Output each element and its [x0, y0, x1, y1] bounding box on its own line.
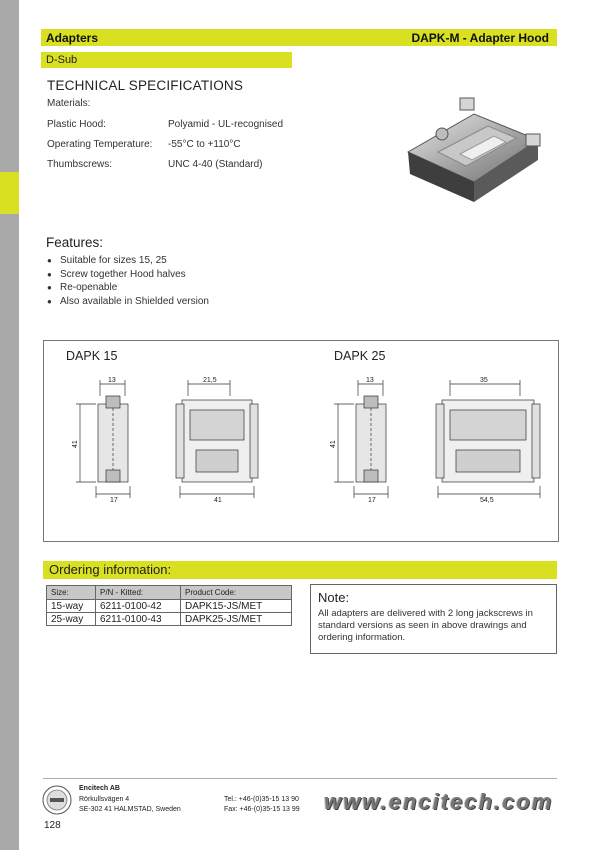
fax-number: Fax: +46-(0)35-15 13 99 — [224, 806, 300, 813]
ordering-heading: Ordering information: — [43, 561, 557, 579]
table-cell: DAPK25-JS/MET — [181, 613, 292, 626]
svg-text:41: 41 — [330, 440, 337, 448]
spec-label: Plastic Hood: — [47, 119, 106, 130]
spec-value: Polyamid - UL-recognised — [168, 119, 284, 130]
product-photo — [398, 94, 550, 206]
table-cell: DAPK15-JS/MET — [181, 600, 292, 613]
specs-heading: TECHNICAL SPECIFICATIONS — [47, 78, 244, 93]
svg-text:21,5: 21,5 — [203, 377, 217, 384]
table-cell: 6211-0100-43 — [96, 613, 181, 626]
svg-text:35: 35 — [480, 377, 488, 384]
side-margin-bar — [0, 0, 19, 850]
note-box — [310, 584, 557, 654]
table-cell: 6211-0100-42 — [96, 600, 181, 613]
drawing-title-dapk25: DAPK 25 — [334, 349, 386, 363]
product-title: DAPK-M - Adapter Hood — [411, 30, 549, 45]
column-header: Product Code: — [181, 586, 292, 600]
side-section-marker — [0, 172, 19, 214]
phone-number: Tel.: +46-(0)35-15 13 90 — [224, 796, 299, 803]
company-name: Encitech AB — [79, 785, 120, 792]
website-link[interactable]: www.encitech.com — [324, 789, 554, 814]
table-header-row — [47, 586, 292, 600]
spec-value: UNC 4-40 (Standard) — [168, 159, 263, 170]
list-item: ● Re-openable — [47, 282, 118, 293]
column-header: P/N - Kitted: — [96, 586, 181, 600]
note-title: Note: — [318, 590, 350, 605]
svg-text:41: 41 — [214, 497, 222, 504]
svg-text:17: 17 — [368, 497, 376, 504]
features-list — [47, 254, 209, 308]
column-header: Size: — [47, 586, 96, 600]
certification-seal-icon — [42, 785, 72, 815]
header-bar — [41, 29, 557, 46]
ordering-table — [46, 585, 292, 626]
subcategory-bar: D-Sub — [41, 52, 292, 68]
list-item: ● Also available in Shielded version — [47, 295, 209, 307]
drawing-title-dapk15: DAPK 15 — [66, 349, 118, 363]
table-cell: 15-way — [47, 600, 96, 613]
features-heading: Features: — [46, 235, 104, 250]
footer-divider — [43, 778, 557, 779]
spec-value: -55°C to +110°C — [168, 139, 241, 150]
category-title: Adapters — [46, 30, 99, 45]
svg-text:41: 41 — [72, 440, 79, 448]
page-number: 128 — [44, 820, 61, 831]
drawing-dapk15 — [70, 374, 270, 514]
table-row — [47, 600, 292, 613]
svg-text:54,5: 54,5 — [480, 497, 494, 504]
list-item: ● Suitable for sizes 15, 25 — [47, 255, 167, 266]
street-address: Rörkullsvägen 4 — [79, 796, 130, 803]
table-row — [47, 613, 292, 626]
materials-label: Materials: — [47, 98, 91, 109]
svg-text:13: 13 — [366, 377, 374, 384]
svg-text:13: 13 — [108, 377, 116, 384]
svg-text:17: 17 — [110, 497, 118, 504]
spec-label: Operating Temperature: — [47, 139, 153, 150]
spec-label: Thumbscrews: — [47, 159, 113, 170]
list-item: ● Screw together Hood halves — [47, 268, 186, 280]
table-cell: 25-way — [47, 613, 96, 626]
city-address: SE-302 41 HALMSTAD, Sweden — [79, 806, 181, 813]
note-text: All adapters are delivered with 2 long jackscrews in standard versions as seen in above drawings and ordering information. — [318, 608, 533, 643]
drawing-dapk25 — [328, 374, 553, 514]
